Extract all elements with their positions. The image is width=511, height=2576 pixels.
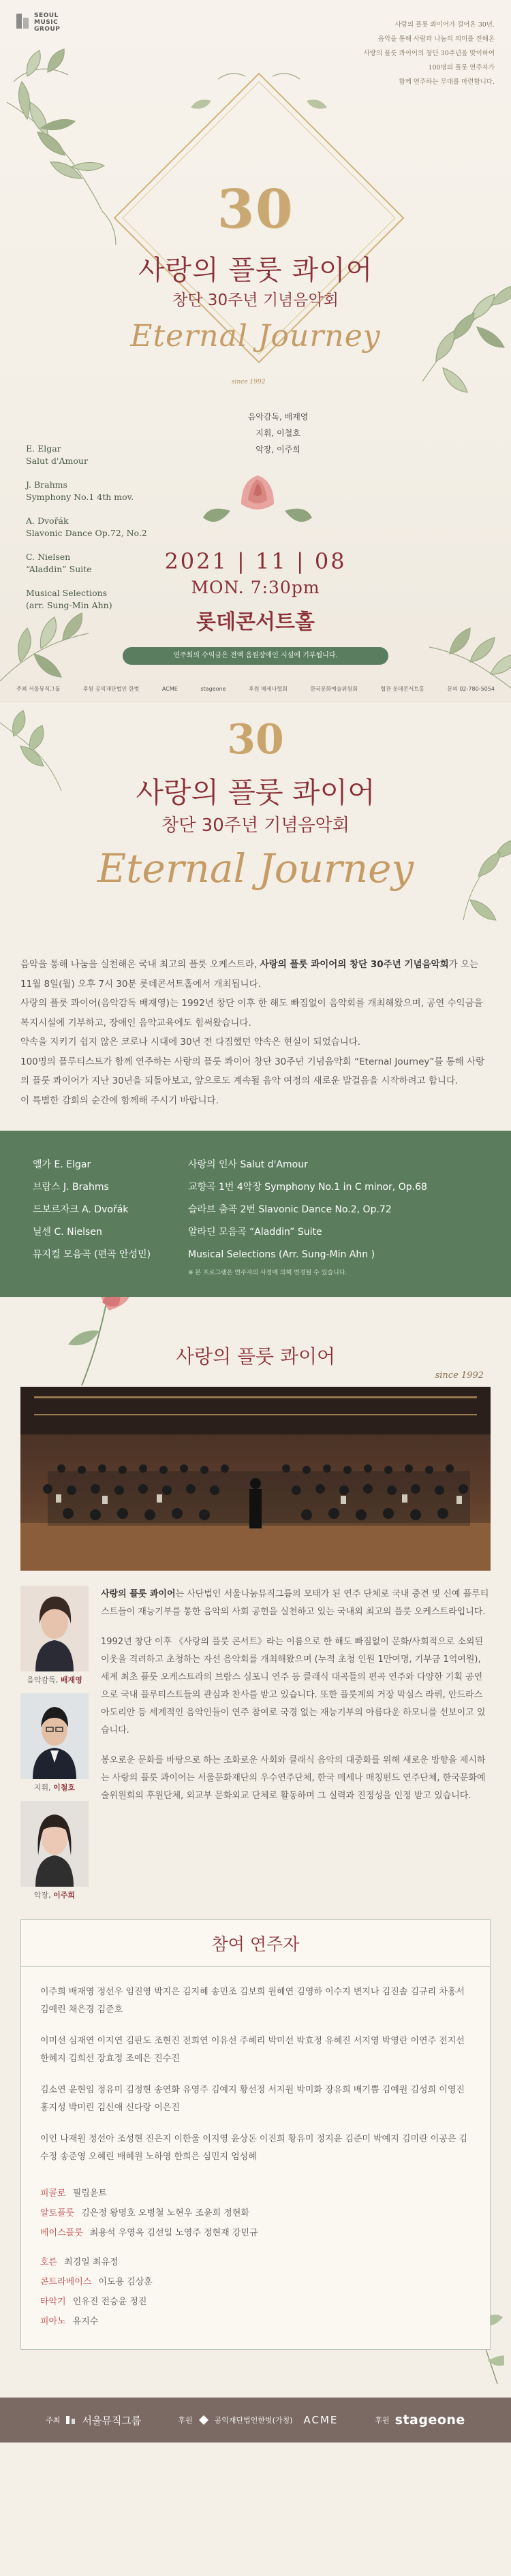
composer: 브람스 J. Brahms: [33, 1182, 109, 1193]
profile-card: [20, 1693, 89, 1793]
stageone-logo: stageone: [394, 2413, 465, 2428]
work: 알라딘 모음곡 “Aladdin” Suite: [188, 1227, 322, 1238]
logo-mark-icon: [15, 12, 30, 30]
performer-info: [230, 409, 326, 458]
profile-caption: [20, 1674, 89, 1685]
orchestra-description: [101, 1586, 491, 1900]
role-names: 유지수: [72, 2316, 99, 2327]
orchestra-section: [0, 1297, 511, 2398]
poster-title: 사랑의 플룻 콰이어: [138, 255, 373, 286]
program-list: [0, 1131, 511, 1297]
title-card-title: 사랑의 플룻 콰이어: [136, 776, 375, 809]
donation-note: 연주회의 수익금은 전액 음원장애인 시설에 기부됩니다.: [123, 647, 388, 665]
work: “Aladdin” Suite: [26, 564, 92, 574]
role-names: 필립윤트: [72, 2188, 107, 2199]
program-row: [33, 1176, 478, 1199]
logo-line-1: SEOUL: [34, 12, 59, 19]
role-names: 인유진 전승윤 정진: [72, 2297, 147, 2307]
profile-role: 음악감독,: [27, 1676, 59, 1684]
intro-line: 함께 연주하는 무대를 마련합니다.: [399, 78, 495, 86]
members-box: [20, 1919, 491, 2350]
work: Salut d'Amour: [26, 456, 88, 466]
program-entry: [26, 443, 147, 467]
role-names: 김은정 왕명호 오병철 노현우 조윤희 정현화: [81, 2208, 249, 2218]
acme-logo: ACME: [303, 2414, 339, 2426]
since-label: since 1992: [232, 379, 266, 386]
orchestra-photo: [20, 1387, 491, 1571]
description-paragraph: 1992년 창단 이후 《사랑의 플룻 콘서트》라는 이름으로 한 해도 빠짐없이 문화/사회적으로 소외된 이웃을 격려하고 초청하는 자선 음악회를 개최해왔으며 (누적 초청 인원 1만여명, 기부금 1억여원), 세계 최초 플룻 오케스트라의 브람스 심포니 연주 등 클래식 대곡들의 편곡 연주와 다양한 기획 공연으로 국내 플루티스트들의 관심과 찬사를 받고 있습니다. 또한 플룻계의 거장 막심스 라뤼, 안드라스 아도리안 등 세계적인 음악인들이 연주 참여로 국경 없는 재능기부의 아름다운 하모니를 선보이고 있습니다.: [101, 1637, 486, 1735]
title-card-number: 30: [227, 716, 284, 764]
footer: [0, 2398, 511, 2443]
role-row: [40, 2312, 471, 2331]
composer: J. Brahms: [26, 480, 67, 490]
highlight-text: 사랑의 플룻 콰이어: [101, 1589, 176, 1599]
poster-script-title: Eternal Journey: [130, 319, 381, 354]
profile-card: [20, 1801, 89, 1900]
logo-line-2: MUSIC: [34, 19, 59, 26]
sponsor2-label: 후원: [375, 2416, 390, 2425]
sponsor-item: ACME: [161, 685, 178, 692]
footer-sponsor: [178, 2414, 338, 2426]
work: Slavonic Dance Op.72, No.2: [26, 528, 147, 538]
work: 슬라브 춤곡 2번 Slavonic Dance No.2, Op.72: [188, 1204, 392, 1215]
description-paragraph: [101, 1586, 491, 1621]
anniversary-number: 30: [217, 178, 294, 240]
role-row: [40, 2272, 471, 2292]
orchestra-title: 사랑의 플룻 콰이어: [175, 1345, 336, 1368]
composer: 드보르자크 A. Dvořák: [33, 1204, 129, 1215]
description-paragraph: 봉오로운 문화를 바탕으로 하는 조화로운 사회와 클래식 음악의 대중화를 위해 새로운 방향을 제시하는 사랑의 플룻 콰이어는 서울문화재단의 우수연주단체, 한국 메세나 매칭펀드 연주단체, 한국문화예술위원회의 후원단체, 외교부 문화외교 단체로 활동하며 그 실력과 진정성을 인정 받고 있습니다.: [101, 1755, 486, 1801]
sponsor-item: 주최 서울뮤직그룹: [16, 685, 61, 692]
members-roles: [40, 2184, 471, 2331]
portrait-photo: [20, 1693, 89, 1779]
role-gap: [40, 2243, 471, 2252]
composer: 닐센 C. Nielsen: [33, 1227, 102, 1238]
program-row: [33, 1199, 478, 1221]
concert-date: 2021 | 11 | 08: [164, 548, 347, 574]
members-title: 참여 연주자: [21, 1920, 490, 1967]
members-paragraph: 이주희 배재영 정선우 임진영 박지은 김지혜 송민조 김보희 원혜연 김영하 이수지 변지나 김진솔 김규리 차홍서 김예린 채은경 김준호: [40, 1987, 465, 2015]
program-row: [33, 1244, 478, 1266]
rose-decor: [203, 475, 312, 522]
title-card-script: Eternal Journey: [97, 845, 414, 892]
profile-caption: [20, 1889, 89, 1900]
profile-name: 이철호: [53, 1783, 76, 1792]
host-name: 서울뮤직그룹: [82, 2414, 142, 2427]
poster: [0, 0, 511, 702]
work: 사랑의 인사 Salut d'Amour: [188, 1159, 308, 1170]
members-section: [0, 1900, 511, 2398]
role-row: [40, 2203, 471, 2223]
seoul-music-group-logo: [15, 12, 60, 33]
performer-line: 음악감독, 배재영: [247, 412, 309, 422]
sponsor-logo-icon: [198, 2415, 209, 2425]
sponsor-row: [16, 682, 495, 695]
logo-line-3: GROUP: [34, 26, 61, 33]
work: 교향곡 1번 4악장 Symphony No.1 in C minor, Op.68: [188, 1182, 427, 1193]
work: Musical Selections (Arr. Sung-Min Ahn ): [188, 1249, 375, 1260]
sponsor-item: 후원 공익재단법인 한벗: [82, 685, 140, 692]
members-paragraph: 이미선 심재연 이지연 김판도 조현진 전희연 이유선 주혜리 박미선 박효정 유혜진 서지영 박영란 이연주 전지선 한혜지 김희선 장효정 조예은 진수진: [40, 2036, 465, 2064]
concert-time: MON. 7:30pm: [191, 578, 320, 597]
role-row: [40, 2292, 471, 2312]
article-paragraph: 이 특별한 감회의 순간에 함께해 주시기 바랍니다.: [20, 1095, 219, 1106]
sponsor-item: 한국문화예술위원회: [310, 685, 358, 692]
sponsor-name: 공익재단법인한벗(가칭): [214, 2416, 293, 2425]
host-logo-icon: [65, 2415, 76, 2425]
highlight-text: 사랑의 플룻 콰이어의 창단 30주년 기념음악회: [260, 959, 449, 970]
role-names: 이도용 김상훈: [98, 2277, 153, 2287]
sponsor-item: stageone: [200, 685, 226, 692]
members-paragraph: 이인 나재원 정선아 조성현 진은지 이한울 이지영 윤상돈 이진희 황유미 정지윤 김준미 박예지 김미란 이공은 김수정 송준영 오혜린 배혜원 노하영 한희은 심민지 엄성혜: [40, 2134, 468, 2162]
role-row: [40, 2184, 471, 2203]
role-label: 타악기: [40, 2297, 66, 2307]
intro-article: [0, 951, 511, 1131]
orchestra-profile: [0, 1571, 511, 1900]
concert-venue: 롯데콘서트홀: [196, 610, 315, 634]
sponsor-item: 협찬 롯데콘서트홀: [380, 685, 424, 692]
profile-caption: [20, 1782, 89, 1793]
intro-line: 100명의 플룻 연주자가: [428, 64, 495, 72]
role-label: 피콜로: [40, 2188, 66, 2199]
role-row: [40, 2252, 471, 2272]
role-label: 베이스플룻: [40, 2228, 83, 2238]
title-card: [0, 702, 511, 951]
composer: E. Elgar: [26, 443, 61, 454]
text: 가 오는 11월 8일(월) 오후 7시 30분 롯데콘서트홀에서 개최됩니다.: [20, 959, 479, 990]
text: 음악을 통해 나눔을 실천해온 국내 최고의 플룻 오케스트라,: [20, 959, 260, 970]
intro-line: 음악을 통해 사람과 나눔의 의미를 전해온: [377, 35, 495, 43]
footer-stageone: [375, 2413, 465, 2428]
role-label: 피아노: [40, 2316, 66, 2327]
footer-host: [46, 2413, 141, 2428]
composer: 뮤지컬 모음곡 (편곡 안성민): [33, 1249, 151, 1260]
intro-line: 사랑의 플룻 콰이어가 걸어온 30년.: [394, 21, 495, 29]
profile-photos: [20, 1586, 89, 1900]
sponsor-label: 후원: [178, 2416, 193, 2425]
performer-line: 지휘, 이철호: [256, 428, 300, 438]
role-names: 최경일 최유정: [64, 2257, 119, 2267]
profile-name: 배재영: [60, 1676, 82, 1684]
poster-subtitle: 창단 30주년 기념음악회: [172, 292, 339, 309]
article-paragraph: [20, 955, 491, 994]
article-paragraph: 약속을 지키기 쉽지 않은 코로나 시대에 30년 전 다짐했던 약속은 현실이 되었습니다.: [20, 1037, 361, 1048]
profile-role: 악장,: [33, 1891, 51, 1900]
composer: C. Nielsen: [26, 552, 71, 562]
program-row: [33, 1154, 478, 1176]
title-card-subtitle: 창단 30주년 기념음악회: [161, 815, 350, 836]
host-label: 주최: [46, 2416, 61, 2425]
role-label: 콘트라베이스: [40, 2277, 92, 2287]
profile-role: 지휘,: [33, 1783, 51, 1792]
portrait-photo: [20, 1586, 89, 1671]
sponsor-item: 문의 02-780-5054: [447, 685, 495, 692]
performer-line: 악장, 이주희: [256, 445, 300, 454]
tulip-decor: [0, 1297, 511, 1385]
profile-name: 이주희: [53, 1891, 76, 1900]
article-paragraph: 100명의 플루티스트가 함께 연주하는 사랑의 플룻 콰이어 창단 30주년 기념음악회 “Eternal Journey”를 통해 사랑의 플룻 콰이어가 지난 30년을 되돌아보고, 앞으로도 계속될 음악 여정의 새로운 발걸음을 시작하려고 합니다.: [20, 1056, 485, 1086]
program-note: ※ 본 프로그램은 연주자의 사정에 의해 변경될 수 있습니다.: [188, 1270, 347, 1276]
leaf-cluster-bottom-right: [429, 628, 511, 688]
members-paragraph: 김소연 윤현임 정유미 김정현 송연화 유영주 김예지 황선정 서지원 박미화 장유희 배기쁨 김예원 김성희 이영진 홍지성 박미린 김신애 신다랑 이은진: [40, 2085, 465, 2113]
role-label: 호른: [40, 2257, 58, 2267]
work: Symphony No.1 4th mov.: [26, 492, 134, 502]
program-entry: [26, 479, 147, 503]
composer: A. Dvořák: [26, 516, 69, 526]
composer: 엘가 E. Elgar: [33, 1159, 91, 1170]
intro-line: 사랑의 플룻 콰이어의 창단 30주년을 맞이하여: [363, 50, 495, 57]
program-row: [33, 1221, 478, 1244]
composer: Musical Selections: [26, 588, 108, 598]
sponsor-item: 후원 메세나협회: [249, 685, 288, 692]
role-names: 최용석 우영옥 김선일 노영주 정현재 강민규: [89, 2228, 258, 2238]
role-row: [40, 2223, 471, 2243]
role-label: 알토플룻: [40, 2208, 75, 2218]
orchestra-since: since 1992: [435, 1370, 484, 1381]
profile-card: [20, 1586, 89, 1685]
work: (arr. Sung-Min Ahn): [26, 600, 112, 610]
article-paragraph: 사랑의 플룻 콰이어(음악감독 배재영)는 1992년 창단 이후 한 해도 빠짐없이 음악회를 개최해왔으며, 공연 수익금을 복지시설에 기부하고, 장애인 음악교육에도 힘써왔습니다.: [20, 998, 483, 1028]
text: 는 사단법인 서울나눔뮤직그룹의 모태가 된 연주 단체로 국내 중견 및 신예 플루티스트들이 재능기부를 통한 음악의 사회 공헌을 실천하고 있는 국내외 최고의 플룻 오케스트라입니다.: [101, 1589, 489, 1617]
program-entry: [26, 515, 147, 539]
portrait-photo: [20, 1801, 89, 1887]
